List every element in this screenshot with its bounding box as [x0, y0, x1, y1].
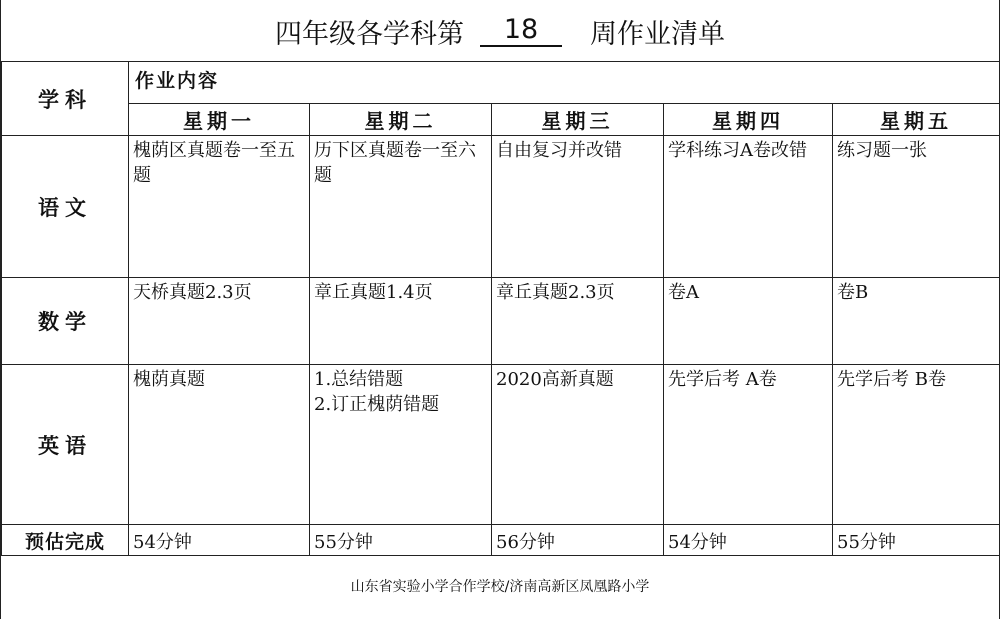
table-row-estimate [2, 525, 1000, 556]
content-header: 作业内容 [129, 62, 1000, 104]
table-row-chinese [2, 136, 1000, 278]
estimate-thu: 54分钟 [664, 525, 833, 556]
day-header-mon: 星期一 [129, 104, 310, 136]
chinese-fri: 练习题一张 [833, 136, 1000, 278]
english-thu: 先学后考 A卷 [664, 365, 833, 525]
school-footer: 山东省实验小学合作学校/济南高新区凤凰路小学 [350, 579, 650, 595]
estimate-wed: 56分钟 [492, 525, 664, 556]
day-header-thu: 星期四 [664, 104, 833, 136]
math-wed: 章丘真题2.3页 [492, 278, 664, 365]
estimate-label: 预估完成 [2, 525, 129, 556]
math-thu: 卷A [664, 278, 833, 365]
day-header-fri: 星期五 [833, 104, 1000, 136]
day-header-wed: 星期三 [492, 104, 664, 136]
english-tue: 1.总结错题 2.订正槐荫错题 [310, 365, 492, 525]
table-row-math [2, 278, 1000, 365]
estimate-tue: 55分钟 [310, 525, 492, 556]
estimate-mon: 54分钟 [129, 525, 310, 556]
chinese-wed: 自由复习并改错 [492, 136, 664, 278]
chinese-tue: 历下区真题卷一至六题 [310, 136, 492, 278]
table-row-english [2, 365, 1000, 525]
subject-chinese: 语文 [2, 136, 129, 278]
math-mon: 天桥真题2.3页 [129, 278, 310, 365]
english-mon: 槐荫真题 [129, 365, 310, 525]
chinese-thu: 学科练习A卷改错 [664, 136, 833, 278]
chinese-mon: 槐荫区真题卷一至五题 [129, 136, 310, 278]
estimate-fri: 55分钟 [833, 525, 1000, 556]
subject-header: 学科 [2, 62, 129, 136]
page-title [0, 0, 1000, 62]
subject-math: 数学 [2, 278, 129, 365]
title-suffix: 周作业清单 [590, 18, 725, 50]
english-wed: 2020高新真题 [492, 365, 664, 525]
english-fri: 先学后考 B卷 [833, 365, 1000, 525]
subject-english: 英语 [2, 365, 129, 525]
homework-table [1, 61, 1000, 556]
day-header-tue: 星期二 [310, 104, 492, 136]
math-tue: 章丘真题1.4页 [310, 278, 492, 365]
math-fri: 卷B [833, 278, 1000, 365]
title-prefix: 四年级各学科第 [275, 18, 464, 50]
week-number: 18 [480, 15, 562, 47]
